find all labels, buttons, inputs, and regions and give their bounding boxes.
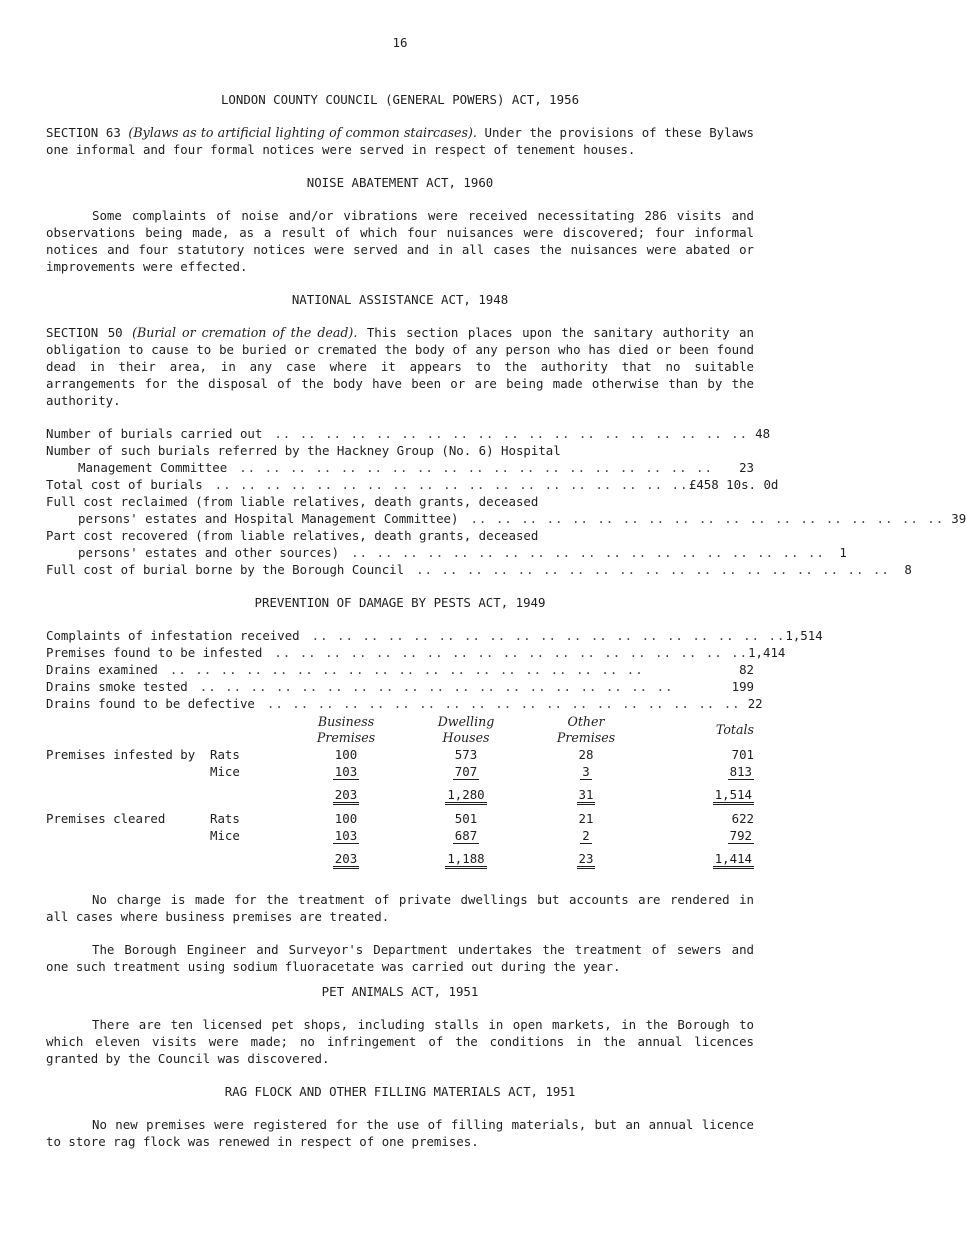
assistance-section-title: (Burial or cremation of the dead).: [132, 325, 358, 340]
col-dwelling-houses: Dwelling Houses: [437, 714, 495, 745]
col-business-premises: Business Premises: [316, 714, 376, 745]
assistance-section-text: This section places upon the sanitary authority an obligation to cause to be buried or cremated the body of any person who has died or been found dead in their area, in any case where it appears to the authority that no suitable arrangements for the disposal of the body have been or are being made otherwise than by the authority.: [46, 325, 754, 408]
stat-row-referred-cont: Management Committee .. .. .. .. .. .. .. .. .. .. .. .. .. .. .. .. .. .. .. 23: [78, 460, 754, 475]
row-pest-label: Mice: [210, 764, 240, 779]
noise-act-heading: NOISE ABATEMENT ACT, 1960: [306, 175, 494, 190]
pest-stat-row: Drains smoke tested .. .. .. .. .. .. .. .. .. .. .. .. .. .. .. .. .. .. .. 199: [46, 679, 754, 694]
stat-row-part-recovered-cont: persons' estates and other sources) .. .. .. .. .. .. .. .. .. .. .. .. .. .. .. .. .. .. .. 1: [78, 545, 847, 560]
table-row: Premises cleared Rats 100 501 21 622: [46, 805, 754, 827]
pest-stat-row: Complaints of infestation received .. .. .. .. .. .. .. .. .. .. .. .. .. .. .. .. .. .. .. 1,514: [46, 628, 823, 643]
pests-paragraph-charges: No charge is made for the treatment of private dwellings but accounts are rendered in all cases where business premises are treated.: [46, 892, 754, 924]
row-group-label: Premises cleared: [46, 811, 166, 826]
assistance-act-heading: NATIONAL ASSISTANCE ACT, 1948: [291, 292, 509, 307]
lcc-section-text: Under the provisions of these Bylaws one informal and four formal notices were served in respect of tenement houses.: [46, 125, 754, 157]
pest-stat-row: Premises found to be infested .. .. .. .. .. .. .. .. .. .. .. .. .. .. .. .. .. .. .. 1,414: [46, 645, 786, 660]
row-pest-label: Mice: [210, 828, 240, 843]
stat-row-full-reclaimed-cont: persons' estates and Hospital Management Committee) .. .. .. .. .. .. .. .. .. .. .. .. .. .. .. .. .. .. .. 39: [78, 511, 966, 526]
pests-act-heading: PREVENTION OF DAMAGE BY PESTS ACT, 1949: [254, 595, 546, 610]
pests-statistics: [46, 627, 823, 712]
table-row: Mice 103 687 2 792: [210, 828, 752, 843]
page-content: [46, 91, 966, 1150]
table-row-total: 203 1,188 23 1,414: [46, 844, 754, 869]
assistance-section-label: SECTION 50: [46, 325, 123, 340]
lcc-section-paragraph: [46, 124, 754, 158]
lcc-section-title: (Bylaws as to artificial lighting of common staircases).: [128, 125, 477, 140]
pest-stat-row: Drains found to be defective .. .. .. .. .. .. .. .. .. .. .. .. .. .. .. .. .. .. .. 22: [46, 696, 763, 711]
pets-act-heading: PET ANIMALS ACT, 1951: [321, 984, 479, 999]
pest-stat-row: Drains examined .. .. .. .. .. .. .. .. .. .. .. .. .. .. .. .. .. .. .. 82: [46, 662, 754, 677]
row-group-label: Premises infested by: [46, 747, 196, 762]
table-row: Premises infested by Rats 100 573 28 701: [46, 747, 754, 762]
table-row: Mice 103 707 3 813: [210, 764, 752, 779]
burial-statistics: [46, 425, 966, 578]
rag-flock-act-heading: RAG FLOCK AND OTHER FILLING MATERIALS ACT, 1951: [224, 1084, 576, 1099]
col-other-premises: Other Premises: [556, 714, 616, 745]
noise-paragraph: Some complaints of noise and/or vibrations were received necessitating 286 visits and observations being made, as a result of which four nuisances were discovered; four informal notices and four statutory notices were served and in all cases the nuisances were abated or improvements were effected.: [46, 208, 754, 274]
rag-flock-paragraph: No new premises were registered for the use of filling materials, but an annual licence to store rag flock was renewed in respect of one premises.: [46, 1117, 754, 1149]
stat-row-referred: Number of such burials referred by the Hackney Group (No. 6) Hospital: [46, 443, 561, 458]
row-pest-label: Rats: [210, 811, 240, 826]
page-number: 16: [392, 35, 408, 50]
stat-row-full-reclaimed: Full cost reclaimed (from liable relatives, death grants, deceased: [46, 494, 539, 509]
row-pest-label: Rats: [210, 747, 240, 762]
pests-table: [46, 714, 754, 869]
stat-row-burials: Number of burials carried out .. .. .. .. .. .. .. .. .. .. .. .. .. .. .. .. .. .. .. 48: [46, 426, 771, 441]
assistance-section-paragraph: [46, 324, 754, 409]
col-totals: Totals: [715, 722, 754, 737]
stat-row-part-recovered: Part cost recovered (from liable relatives, death grants, deceased: [46, 528, 539, 543]
stat-row-total-cost: Total cost of burials .. .. .. .. .. .. .. .. .. .. .. .. .. .. .. .. .. .. .. £458 10s. 0d: [46, 477, 779, 492]
lcc-section-label: SECTION 63: [46, 125, 121, 140]
table-row-total: 203 1,280 31 1,514: [46, 780, 754, 805]
stat-row-borne: Full cost of burial borne by the Borough Council .. .. .. .. .. .. .. .. .. .. .. .. .. .. .. .. .. .. .. 8: [46, 562, 912, 577]
pests-paragraph-sewers: The Borough Engineer and Surveyor's Department undertakes the treatment of sewers and one such treatment using sodium fluoracetate was carried out during the year.: [46, 942, 754, 974]
pests-table-header: [46, 714, 754, 746]
pets-paragraph: There are ten licensed pet shops, including stalls in open markets, in the Borough to which eleven visits were made; no infringement of the conditions in the annual licences granted by the Council was discovered.: [46, 1017, 754, 1066]
lcc-act-heading: LONDON COUNTY COUNCIL (GENERAL POWERS) ACT, 1956: [220, 92, 580, 107]
